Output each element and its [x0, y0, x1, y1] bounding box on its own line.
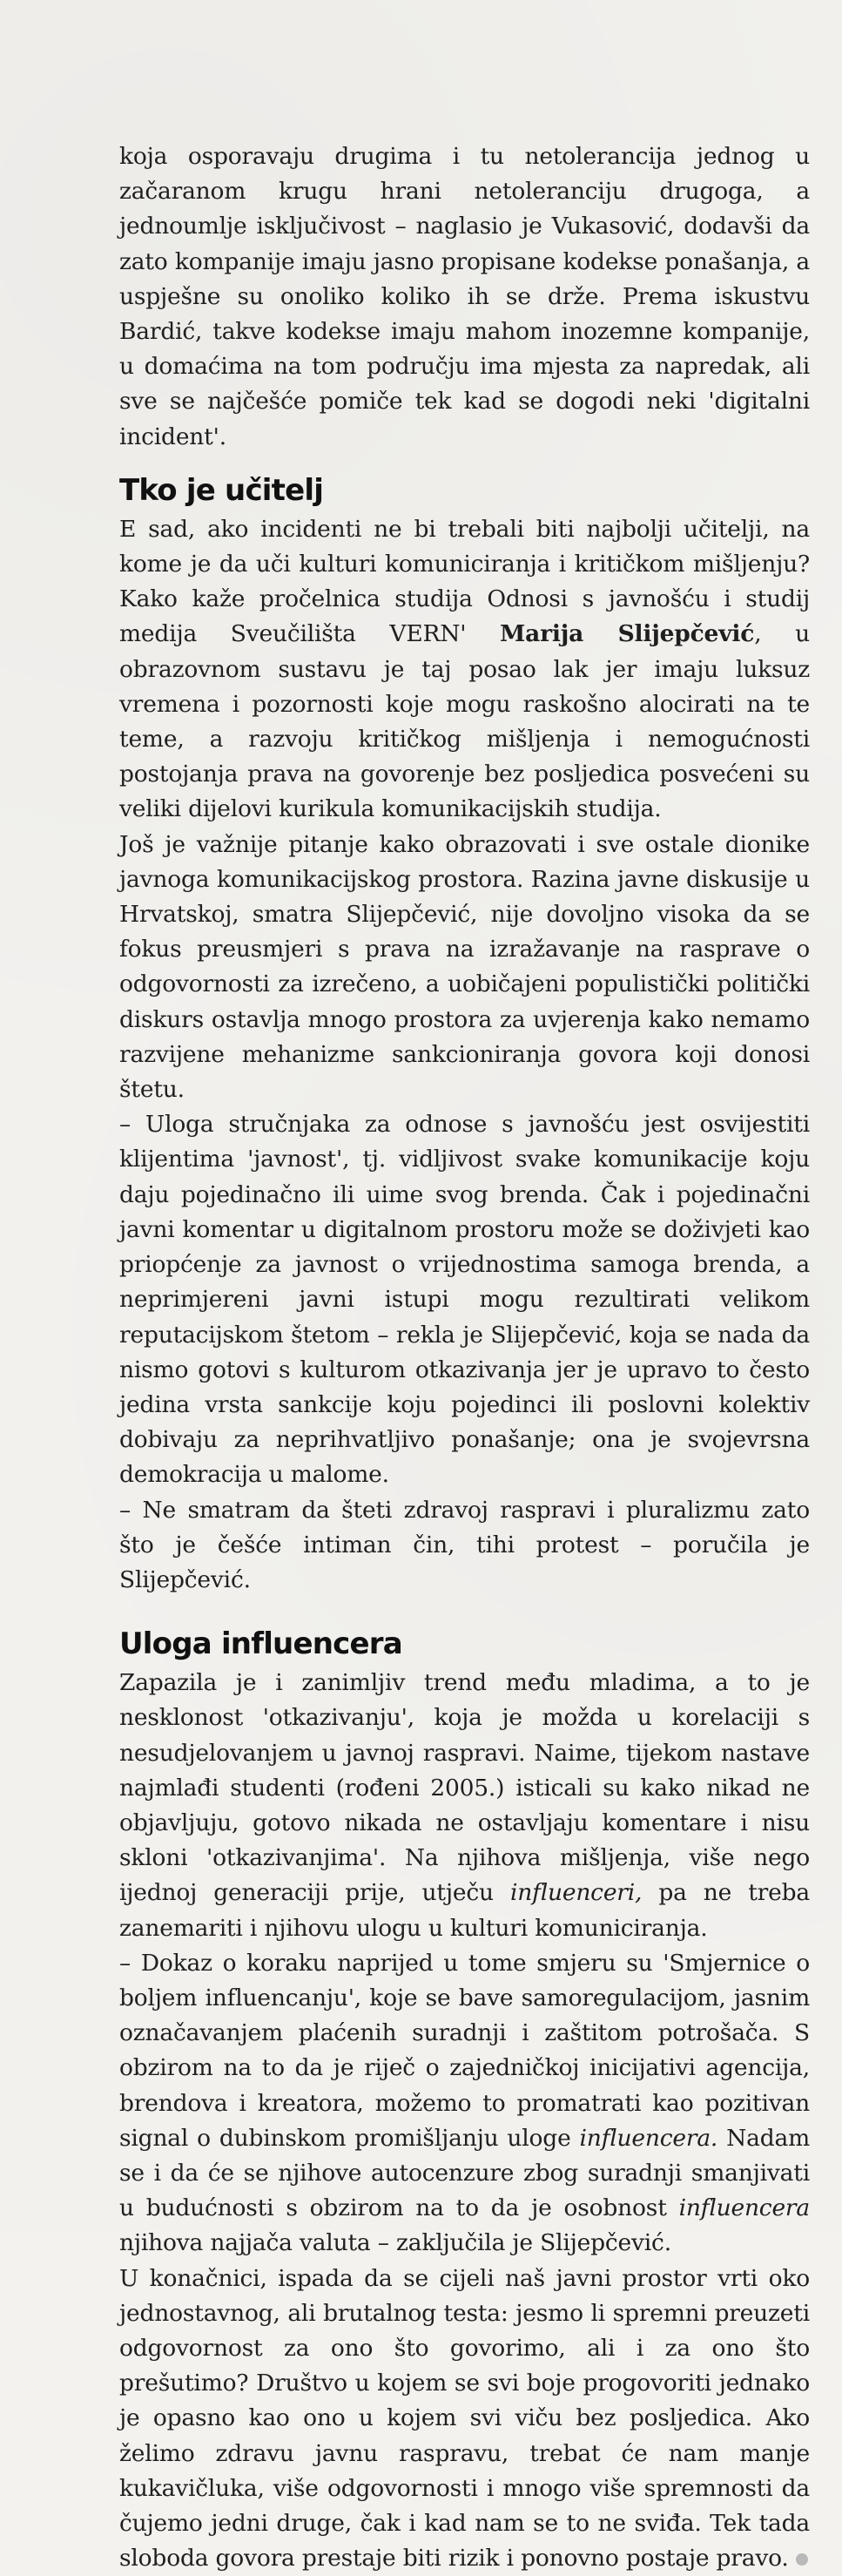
italic-term: influenceri,: [509, 1879, 643, 1907]
paragraph-text: njihova najjača valuta – zaključila je Slijepčević.: [119, 2229, 671, 2257]
paragraph-text: Zapazila je i zanimljiv trend među mladima, a to je nesklonost 'otkazivanju', koja je možda u korelaciji s nesudjelovanjem u javnoj raspravi. Naime, tijekom nastave najmlađi studenti (rođeni 2005.) isticali su kako nikad ne objavljuju, gotovo nikada ne ostavljaju komentare i nisu skloni 'otkazivanjima'. Na njihova mišljenja, više nego ijednoj generaciji prije, utječu: [119, 1669, 810, 1907]
paragraph-text: pa ne treba zanemariti i njihovu ulogu u kulturi komuniciranja.: [119, 1879, 810, 1942]
section2-paragraph-2: [119, 1946, 810, 2262]
intro-paragraph: koja osporavaju drugima i tu netolerancija jednog u začaranom krugu hrani netoleranciju drugoga, a jednoumlje isključivost – naglasio je Vukasović, dodavši da zato kompanije imaju jasno propisane kodekse ponašanja, a uspješne su onoliko koliko ih se drže. Prema iskustvu Bardić, takve kodekse imaju mahom inozemne kompanije, u domaćima na tom području ima mjesta za napredak, ali sve se najčešće pomiče tek kad se dogodi neki 'digitalni incident'.: [119, 143, 810, 450]
section1-paragraph-3: – Uloga stručnjaka za odnose s javnošću jest osvijestiti klijentima 'javnost', tj. vidljivost svake komunikacije koju daju pojedinačno ili uime svog brenda. Čak i pojedinačni javni komentar u digitalnom prostoru može se doživjeti kao priopćenje za javnost o vrijednostima samoga brenda, a neprimjereni javni istupi mogu rezultirati velikom reputacijskom štetom – rekla je Slijepčević, koja se nada da nismo gotovi s kulturom otkazivanja jer je upravo to često jedina vrsta sankcije koju pojedinci ili poslovni kolektiv dobivaju za neprihvatljivo ponašanje; ona je svojevrsna demokracija u malome.: [119, 1111, 810, 1489]
paragraph-text: – Dokaz o koraku naprijed u tome smjeru su 'Smjernice o boljem influencanju', koje se bave samoregulacijom, jasnim označavanjem plaćenih suradnji i zaštitom potrošača. S obzirom na to da je riječ o zajedničkoj inicijativi agencija, brendova i kreatora, možemo to promatrati kao pozitivan signal o dubinskom promišljanju uloge: [119, 1949, 810, 2152]
italic-term: influencera: [678, 2194, 810, 2222]
section-heading-tko-je-ucitelj: Tko je učitelj: [119, 472, 324, 508]
section1-paragraph-1: [119, 512, 810, 828]
end-of-article-dot-icon: [796, 2553, 808, 2566]
italic-term: influencera.: [579, 2124, 718, 2152]
section-heading-uloga-influencera: Uloga influencera: [119, 1626, 402, 1662]
section1-paragraph-2: Još je važnije pitanje kako obrazovati i sve ostale dionike javnoga komunikacijskog prostora. Razina javne diskusije u Hrvatskoj, smatra Slijepčević, nije dovoljno visoka da se fokus preusmjeri s prava na izražavanje na rasprave o odgovornosti za izrečeno, a uobičajeni populistički politički diskurs ostavlja mnogo prostora za uvjerenja kako nemamo razvijene mehanizme sankcioniranja govora koji donosi štetu.: [119, 830, 810, 1104]
section2-paragraph-3: [119, 2262, 810, 2576]
person-name: Marija Slijepčević: [500, 620, 755, 648]
paragraph-text: E sad, ako incidenti ne bi trebali biti najbolji učitelji, na kome je da uči kulturi komuniciranja i kritičkom mišljenju? Kako kaže pročelnica studija Odnosi s javnošću i studij medija Sveučilišta VERN': [119, 515, 810, 648]
paragraph-text: Nadam se i da će se njihove autocenzure zbog suradnji smanjivati u budućnosti s obzirom na to da je osobnost: [119, 2124, 810, 2222]
paragraph-text: U konačnici, ispada da se cijeli naš javni prostor vrti oko jednostavnog, ali brutalnog testa: jesmo li spremni preuzeti odgovornost za ono što govorimo, ali i za ono što prešutimo? Društvo u kojem se svi boje progovoriti jednako je opasno kao ono u kojem svi viču bez posljedica. Ako želimo zdravu javnu raspravu, trebat će nam manje kukavičluka, više odgovornosti i mnogo više spremnosti da čujemo jedni druge, čak i kad nam se to ne sviđa. Tek tada sloboda govora prestaje biti rizik i ponovno postaje pravo.: [119, 2264, 810, 2573]
paragraph-text: , u obrazovnom sustavu je taj posao lak jer imaju luksuz vremena i pozornosti koje mogu raskošno alocirati na te teme, a razvoju kritičkog mišljenja i nemogućnosti postojanja prava na govorenje bez posljedica posvećeni su veliki dijelovi kurikula komunikacijskih studija.: [119, 620, 810, 823]
article-column: [119, 139, 810, 2576]
section1-paragraph-4: – Ne smatram da šteti zdravoj raspravi i pluralizmu zato što je češće intiman čin, tihi protest – poručila je Slijepčević.: [119, 1496, 810, 1593]
section2-paragraph-1: [119, 1666, 810, 1946]
